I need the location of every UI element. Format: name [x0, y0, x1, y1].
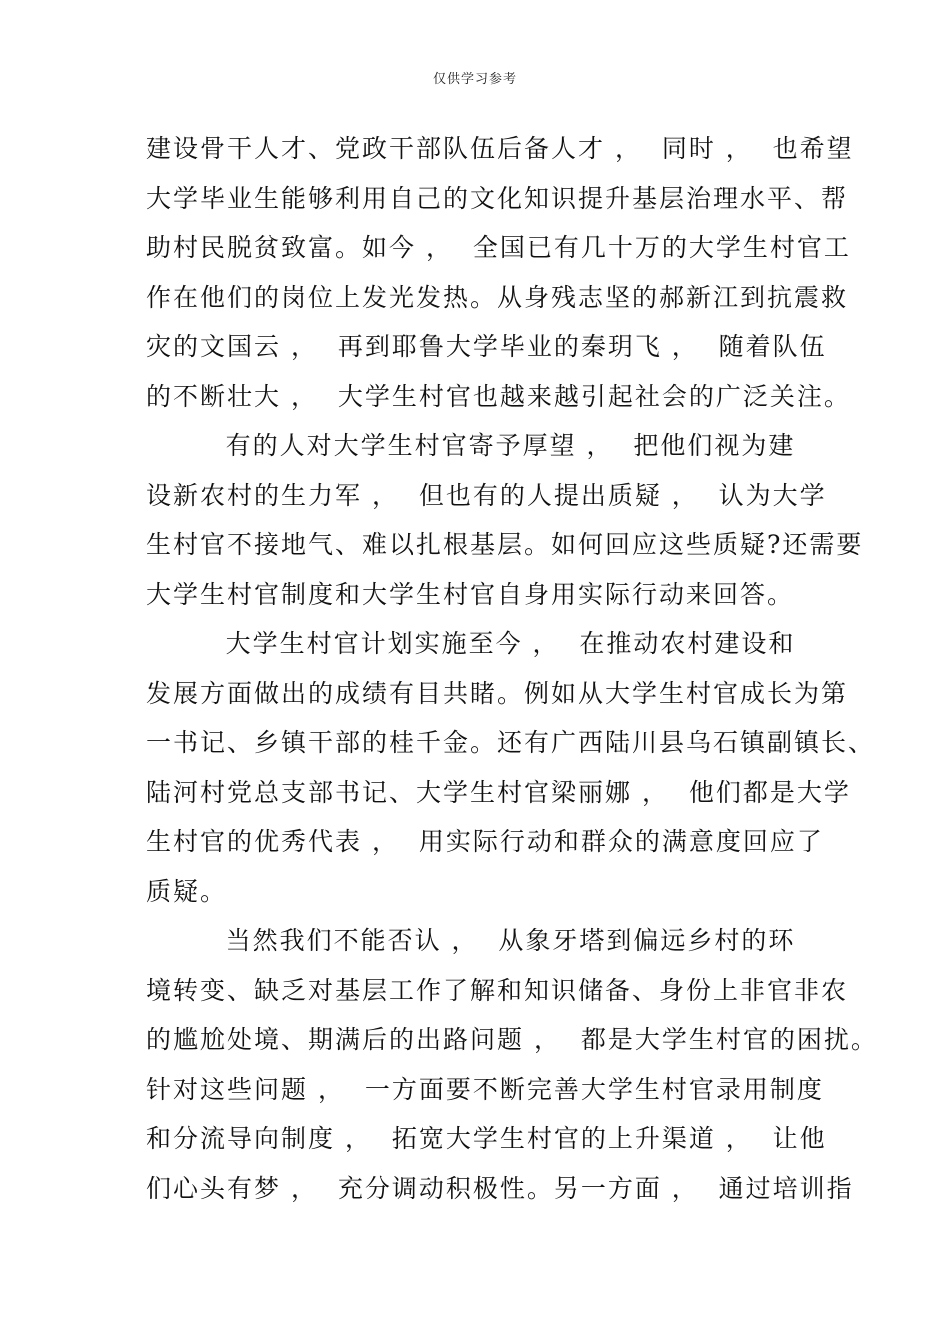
- text-line: 大学毕业生能够利用自己的文化知识提升基层治理水平、帮: [146, 183, 849, 213]
- text-line: 的不断壮大 ， 大学生村官也越来越引起社会的广泛关注。: [146, 381, 851, 411]
- text-line: 建设骨干人才、党政干部队伍后备人才 ， 同时 ， 也希望: [146, 134, 854, 163]
- text-line: 发展方面做出的成绩有目共睹。例如从大学生村官成长为第: [146, 678, 849, 708]
- text-line: 大学生村官计划实施至今 ， 在推动农村建设和: [146, 629, 796, 658]
- paragraph-2: [146, 421, 864, 619]
- text-line: 质疑。: [146, 876, 228, 906]
- text-line: 设新农村的生力军 ， 但也有的人提出质疑 ， 认为大学: [146, 480, 827, 510]
- text-line: 大学生村官制度和大学生村官自身用实际行动来回答。: [146, 579, 795, 609]
- text-line: 陆河村党总支部书记、大学生村官梁丽娜 ， 他们都是大学: [146, 777, 851, 807]
- text-line: 的尴尬处境、期满后的出路问题 ， 都是大学生村官的困扰。: [146, 1025, 878, 1054]
- document-body: [146, 124, 878, 1213]
- text-line: 灾的文国云 ， 再到耶鲁大学毕业的秦玥飞 ， 随着队伍: [146, 332, 827, 361]
- text-line: 针对这些问题 ， 一方面要不断完善大学生村官录用制度: [146, 1074, 824, 1104]
- text-line: 当然我们不能否认 ， 从象牙塔到偏远乡村的环: [146, 926, 796, 955]
- paragraph-3: [146, 619, 876, 916]
- text-line: 生村官不接地气、难以扎根基层。如何回应这些质疑?还需要: [146, 530, 864, 559]
- text-line: 境转变、缺乏对基层工作了解和知识储备、身份上非官非农: [146, 975, 849, 1005]
- text-line: 一书记、乡镇干部的桂千金。还有广西陆川县乌石镇副镇长、: [146, 728, 876, 757]
- text-line: 生村官的优秀代表 ， 用实际行动和群众的满意度回应了: [146, 827, 824, 856]
- text-line: 和分流导向制度 ， 拓宽大学生村官的上升渠道 ， 让他: [146, 1124, 827, 1153]
- page-header: 仅供学习参考: [432, 72, 517, 87]
- paragraph-1: [146, 124, 854, 421]
- text-line: 有的人对大学生村官寄予厚望 ， 把他们视为建: [146, 431, 796, 460]
- text-line: 们心头有梦 ， 充分调动积极性。另一方面 ， 通过培训指: [146, 1173, 854, 1203]
- text-line: 助村民脱贫致富。如今 ， 全国已有几十万的大学生村官工: [146, 233, 851, 262]
- text-line: 作在他们的岗位上发光发热。从身残志坚的郝新江到抗震救: [146, 282, 849, 312]
- paragraph-4: [146, 916, 878, 1213]
